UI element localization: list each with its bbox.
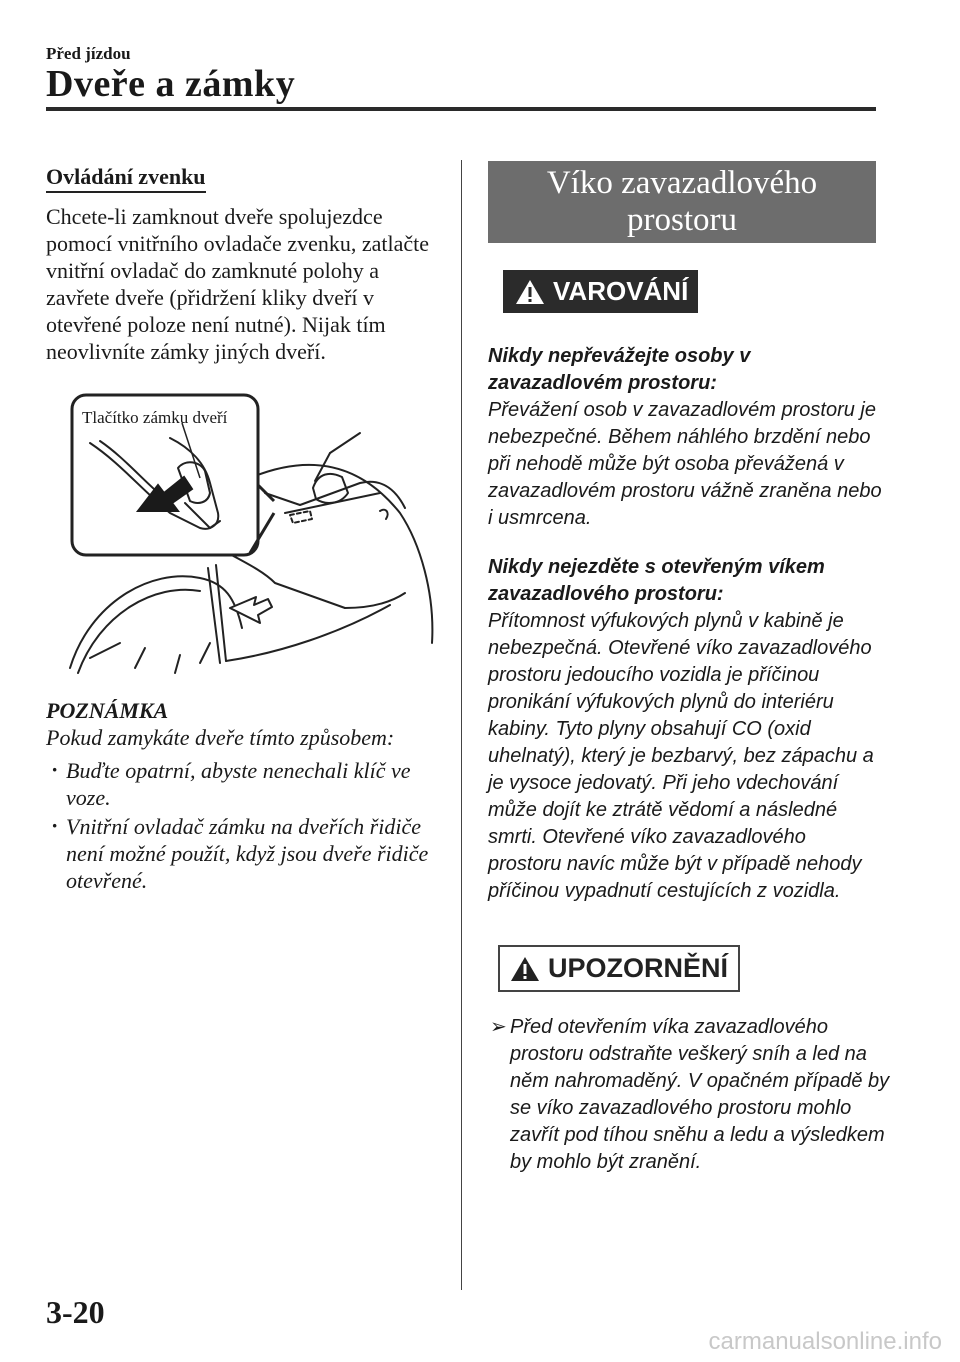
title-rule [46, 107, 876, 111]
warning-triangle-icon [515, 279, 545, 305]
page-number: 3-20 [46, 1294, 105, 1330]
note-list-item: · Buďte opatrní, abyste nenechali klíč ve voze. [46, 757, 446, 811]
note-title: POZNÁMKA [46, 698, 169, 723]
note-list [46, 757, 446, 894]
warning-badge [503, 270, 698, 313]
left-column [46, 160, 446, 365]
site-watermark: carmanualsonline.info [708, 1328, 942, 1355]
subsection-heading: Ovládání zvenku [46, 164, 206, 193]
warning-text: Převážení osob v zavazadlovém prostoru je nebezpečné. Během náhlého brzdění nebo při nehodě může být osoba převážená v zavazadlovém prostoru vážně zraněna nebo i usmrcena. [488, 399, 882, 529]
column-divider [461, 160, 462, 1290]
note-block [46, 697, 446, 896]
note-list-item: · Vnitřní ovladač zámku na dveřích řidiče není možné použít, když jsou dveře řidiče otevřené. [46, 813, 446, 894]
caution-text: Před otevřením víka zavazadlového prostoru odstraňte veškerý sníh a led na něm nahromaděný. V opačném případě by se víko zavazadlového prostoru mohlo zavřít pod tíhou sněhu a ledu a výsledkem by mohlo být zranění. [510, 1016, 890, 1173]
section-title-line: prostoru [627, 202, 737, 238]
warning-label: VAROVÁNÍ [553, 276, 689, 306]
caution-item [488, 1014, 890, 1176]
page-title: Dveře a zámky [46, 63, 296, 105]
door-lock-illustration [60, 393, 440, 678]
warning-text: Přítomnost výfukových plynů v kabině je nebezpečná. Otevřené víko zavazadlového prostoru jedoucího vozidla je příčinou pronikání výfukových plynů do interiéru kabiny. Tyto plyny obsahují CO (oxid uhelnatý), který je bezbarvý, bez zápachu a je vysoce jedovatý. Při jeho vdechování může dojít ke ztrátě vědomí a následné smrti. Otevřené víko zavazadlového prostoru navíc může být v případě nehody příčinou vypadnutí cestujících z vozidla. [488, 610, 874, 902]
note-intro: Pokud zamykáte dveře tímto způsobem: [46, 725, 395, 750]
caution-arrow-icon: ➢ [490, 1016, 507, 1038]
warning-heading: Nikdy nepřevážejte osoby v zavazadlovém prostoru: [488, 345, 751, 394]
warning-item [488, 343, 883, 532]
right-column [488, 161, 890, 1176]
warning-item [488, 554, 883, 905]
caution-section [488, 945, 890, 1176]
caution-triangle-icon [510, 956, 540, 982]
instruction-paragraph: Chcete-li zamknout dveře spolujezdce pomocí vnitřního ovladače zvenku, zatlačte vnitřní ovladač do zamknuté polohy a zavřete dveře (přidržení kliky dveří v otevřené poloze není nutné). Nijak tím neovlivníte zámky jiných dveří. [46, 204, 430, 364]
car-door-drawing [60, 393, 440, 678]
figure-callout-label: Tlačítko zámku dveří [82, 408, 228, 427]
caution-label: UPOZORNĚNÍ [548, 953, 729, 983]
section-title-banner [488, 161, 876, 243]
warning-heading: Nikdy nejezděte s otevřeným víkem zavazadlového prostoru: [488, 556, 825, 605]
section-title-line: Víko zavazadlového [546, 165, 818, 201]
breadcrumb: Před jízdou [46, 44, 131, 63]
caution-badge [498, 945, 740, 992]
